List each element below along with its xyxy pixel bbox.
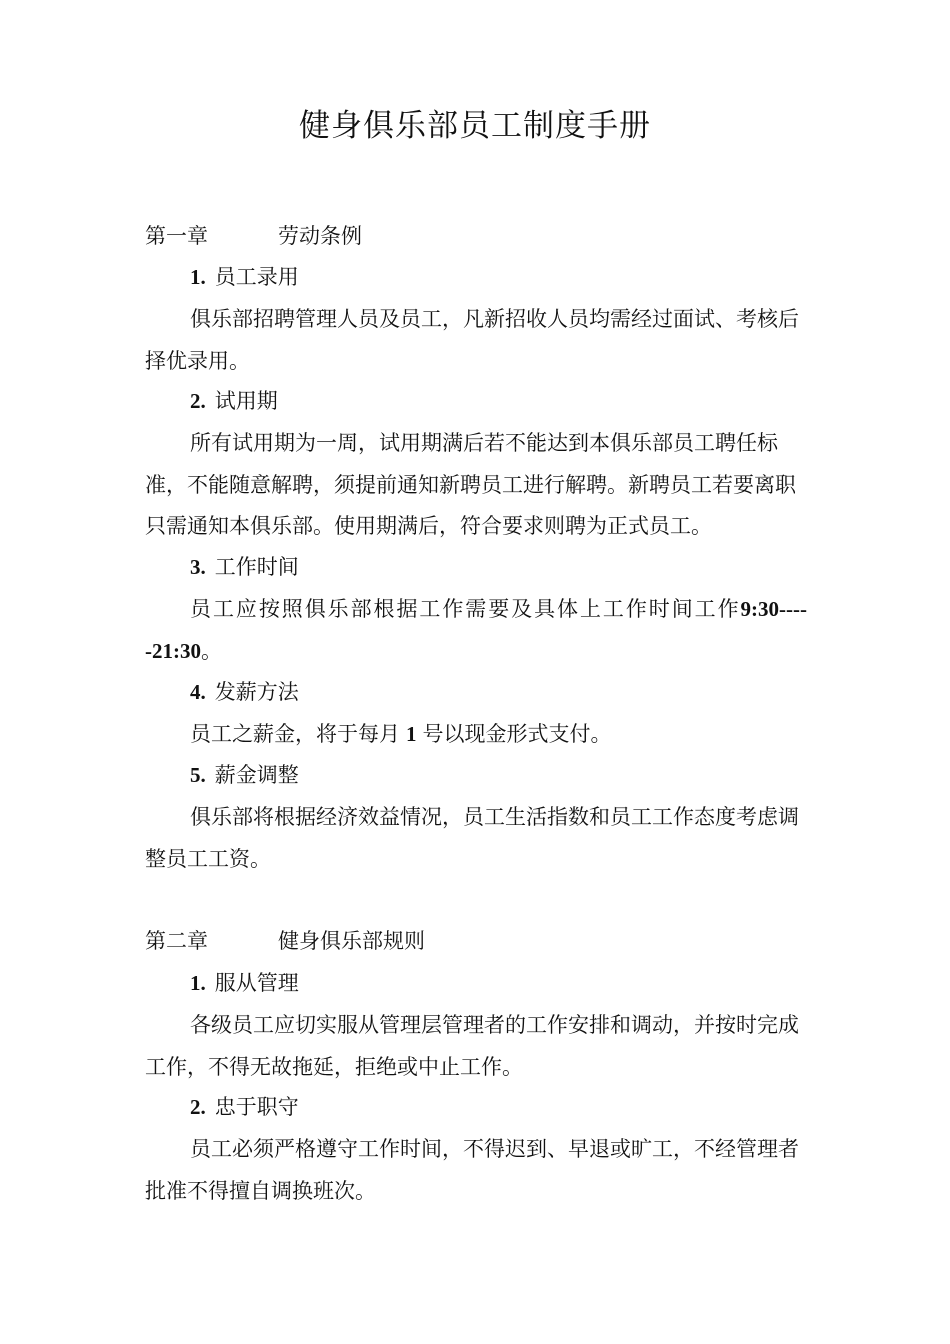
section-title: 忠于职守 xyxy=(214,1095,299,1119)
section-heading xyxy=(190,760,299,790)
section-number: 1. xyxy=(190,265,206,289)
work-hours-end: 。 xyxy=(201,638,222,663)
section-number: 5. xyxy=(190,763,206,787)
payday-text-end: 号以现金形式支付。 xyxy=(422,722,612,746)
section-heading xyxy=(190,677,299,707)
section-title: 薪金调整 xyxy=(214,763,299,787)
section-heading xyxy=(190,968,299,998)
chapter-label: 第二章 xyxy=(145,929,208,953)
chapter-name: 劳动条例 xyxy=(278,224,362,248)
section-number: 2. xyxy=(190,389,206,413)
document-title: 健身俱乐部员工制度手册 xyxy=(299,108,651,144)
section-paragraph: 所有试用期为一周，试用期满后若不能达到本俱乐部员工聘任标准，不能随意解聘，须提前通知新聘员工进行解聘。新聘员工若要离职只需通知本俱乐部。使用期满后，符合要求则聘为正式员工。 xyxy=(145,431,796,538)
work-hours-text: 员工应按照俱乐部根据工作需要及具体上工作时间工作 xyxy=(190,597,741,621)
section-number: 3. xyxy=(190,555,206,579)
payday-text: 员工之薪金，将于每月 xyxy=(190,722,400,746)
section-number: 2. xyxy=(190,1095,206,1119)
work-hours-time: 9:30-----21:30 xyxy=(145,597,807,663)
section-heading xyxy=(190,386,278,416)
section-number: 4. xyxy=(190,680,206,704)
section-heading xyxy=(190,262,299,292)
section-paragraph xyxy=(145,589,807,672)
chapter-name: 健身俱乐部规则 xyxy=(278,929,425,953)
section-title: 工作时间 xyxy=(214,555,299,579)
chapter-heading xyxy=(145,926,425,956)
section-title: 服从管理 xyxy=(214,971,299,995)
section-paragraph: 俱乐部将根据经济效益情况，员工生活指数和员工工作态度考虑调整员工工资。 xyxy=(145,805,799,871)
section-paragraph: 俱乐部招聘管理人员及员工，凡新招收人员均需经过面试、考核后择优录用。 xyxy=(145,307,799,373)
section-title: 员工录用 xyxy=(214,265,299,289)
payday-number: 1 xyxy=(406,722,417,746)
section-paragraph: 员工必须严格遵守工作时间，不得迟到、早退或旷工，不经管理者批准不得擅自调换班次。 xyxy=(145,1137,799,1203)
section-title: 试用期 xyxy=(214,389,278,413)
section-paragraph: 各级员工应切实服从管理层管理者的工作安排和调动，并按时完成工作，不得无故拖延，拒绝或中止工作。 xyxy=(145,1013,799,1079)
chapter-label: 第一章 xyxy=(145,224,208,248)
section-title: 发薪方法 xyxy=(214,680,299,704)
section-paragraph xyxy=(145,714,807,756)
chapter-heading xyxy=(145,221,362,251)
section-heading xyxy=(190,1092,299,1122)
section-number: 1. xyxy=(190,971,206,995)
section-heading xyxy=(190,552,299,582)
